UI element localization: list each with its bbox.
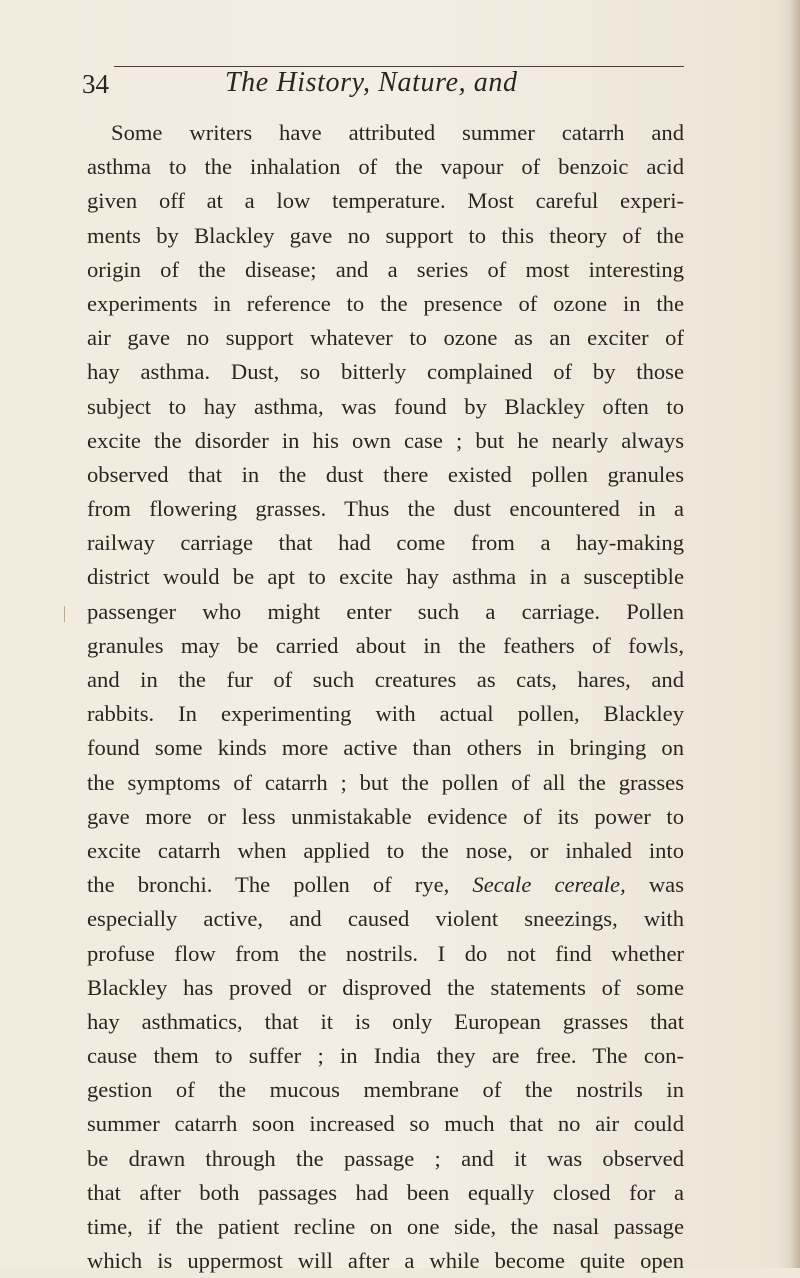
text-line: summer catarrh soon increased so much that no air could <box>87 1111 684 1137</box>
text-line: district would be apt to excite hay asthma in a susceptible <box>87 564 684 590</box>
text-line: gave more or less unmistakable evidence of its power to <box>87 803 684 829</box>
text-line: hay asthmatics, that it is only European grasses that <box>87 1008 684 1034</box>
text-line: be drawn through the passage ; and it was observed <box>87 1145 684 1171</box>
text-line-with-italic <box>87 868 684 902</box>
text-line: especially active, and caused violent sneezings, with <box>87 906 684 932</box>
text-line: time, if the patient recline on one side, the nasal passage <box>87 1214 684 1239</box>
italic-species-name: Secale cereale, <box>472 872 626 898</box>
text-line: Some writers have attributed summer catarrh and <box>111 120 684 145</box>
text-line: and in the fur of such creatures as cats, hares, and <box>87 667 684 692</box>
text-line: air gave no support whatever to ozone as an exciter of <box>87 325 684 351</box>
margin-mark <box>64 606 65 622</box>
text-line: profuse flow from the nostrils. I do not find whether <box>87 940 684 966</box>
text-line: observed that in the dust there existed pollen granules <box>87 461 684 487</box>
text-line: given off at a low temperature. Most careful experi- <box>87 188 684 214</box>
text-line: which is uppermost will after a while become quite open <box>87 1248 684 1274</box>
text-line: gestion of the mucous membrane of the nostrils in <box>87 1077 684 1103</box>
text-line: hay asthma. Dust, so bitterly complained of by those <box>87 359 684 385</box>
text-line: the symptoms of catarrh ; but the pollen of all the grasses <box>87 769 684 795</box>
text-line: experiments in reference to the presence of ozone in the <box>87 290 684 316</box>
text-line: passenger who might enter such a carriage. Pollen <box>87 598 684 624</box>
text-line: granules may be carried about in the feathers of fowls, <box>87 632 684 658</box>
text-line: rabbits. In experimenting with actual pollen, Blackley <box>87 701 684 727</box>
text-line: that after both passages had been equally closed for a <box>87 1179 684 1205</box>
running-title: The History, Nature, and <box>225 67 518 98</box>
header-rule <box>114 66 684 67</box>
page-number: 34 <box>82 69 109 99</box>
text-line: found some kinds more active than others in bringing on <box>87 735 684 761</box>
text-line: excite the disorder in his own case ; but he nearly always <box>87 427 684 453</box>
text-line: Blackley has proved or disproved the statements of some <box>87 974 684 1000</box>
text-line: cause them to suffer ; in India they are free. The con- <box>87 1043 684 1069</box>
body-text <box>87 116 684 1278</box>
page-edge-shadow <box>790 0 800 1268</box>
text-line: excite catarrh when applied to the nose, or inhaled into <box>87 837 684 863</box>
text-line: asthma to the inhalation of the vapour of benzoic acid <box>87 154 684 180</box>
text-line: from flowering grasses. Thus the dust encountered in a <box>87 496 684 522</box>
text-line: subject to hay asthma, was found by Blackley often to <box>87 393 684 419</box>
text-line: railway carriage that had come from a hay-making <box>87 530 684 556</box>
text-segment: was <box>648 872 684 898</box>
text-line: origin of the disease; and a series of most interesting <box>87 256 684 282</box>
text-segment: the bronchi. The pollen of rye, <box>87 872 450 898</box>
text-line: ments by Blackley gave no support to this theory of the <box>87 222 684 248</box>
